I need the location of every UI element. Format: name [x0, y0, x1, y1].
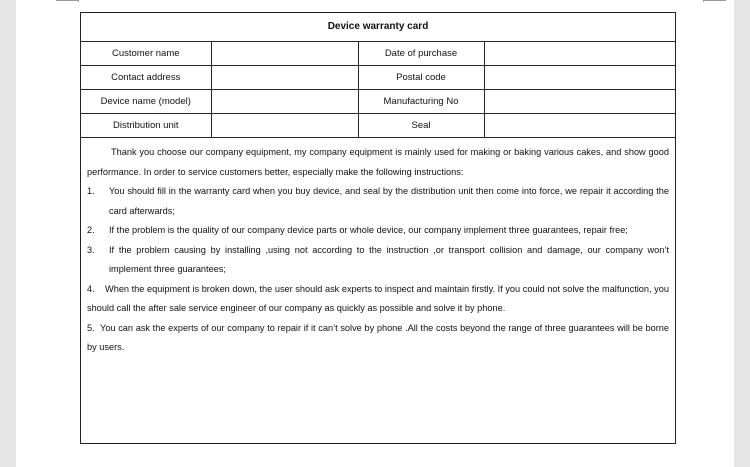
item-number: 3.: [87, 244, 95, 255]
item-number: 4.: [87, 283, 95, 294]
page-corner-tick: [78, 0, 79, 2]
table-row: [81, 66, 675, 90]
instruction-item: [87, 241, 669, 280]
field-label: Device name (model): [81, 90, 211, 114]
table-row: [81, 90, 675, 114]
field-label: Distribution unit: [81, 114, 211, 138]
item-number: 5.: [87, 322, 95, 333]
item-text: You can ask the experts of our company to repair if it can’t solve by phone .All the costs beyond the range of three guarantees will be borne by users.: [87, 322, 669, 352]
field-value: [484, 42, 675, 66]
document-page: [16, 0, 734, 467]
field-label: Manufacturing No: [358, 90, 484, 114]
field-label: Customer name: [81, 42, 211, 66]
field-value: [484, 90, 675, 114]
page-corner-mark: [704, 0, 726, 1]
field-value: [211, 66, 358, 90]
item-text: If the problem causing by installing ,using not according to the instruction ,or transport collision and damage, our company won’t implement three guarantees;: [109, 244, 669, 274]
page-corner-mark: [56, 0, 78, 1]
item-number: 1.: [87, 186, 95, 196]
field-label: Seal: [358, 114, 484, 138]
table-row: [81, 114, 675, 138]
field-label: Contact address: [81, 66, 211, 90]
instruction-item: [87, 319, 669, 358]
field-label: Date of purchase: [358, 42, 484, 66]
warranty-info-table: [81, 13, 675, 138]
instruction-item: [87, 221, 669, 241]
card-title: Device warranty card: [81, 13, 675, 42]
field-label: Postal code: [358, 66, 484, 90]
table-title-row: [81, 13, 675, 42]
instruction-item: [87, 182, 669, 221]
item-number: 2.: [87, 225, 95, 235]
intro-paragraph: Thank you choose our company equipment, my company equipment is mainly used for making or baking various cakes, and show good performance. In order to service customers better, especially make the following instructions:: [87, 147, 669, 177]
instructions-section: [81, 138, 675, 358]
field-value: [211, 90, 358, 114]
page-corner-tick: [703, 0, 704, 2]
field-value: [484, 114, 675, 138]
item-text: If the problem is the quality of our company device parts or whole device, our company implement three guarantees, repair free;: [109, 225, 628, 235]
instruction-item: [87, 280, 669, 319]
table-row: [81, 42, 675, 66]
warranty-card: [80, 12, 676, 444]
item-text: When the equipment is broken down, the user should ask experts to inspect and maintain firstly. If you could not solve the malfunction, you should call the after sale service engineer of our company as quickly as possible and solve it by phone.: [87, 283, 669, 313]
field-value: [211, 114, 358, 138]
item-text: You should fill in the warranty card when you buy device, and seal by the distribution unit then come into force, we repair it according the card afterwards;: [109, 186, 669, 216]
field-value: [211, 42, 358, 66]
field-value: [484, 66, 675, 90]
